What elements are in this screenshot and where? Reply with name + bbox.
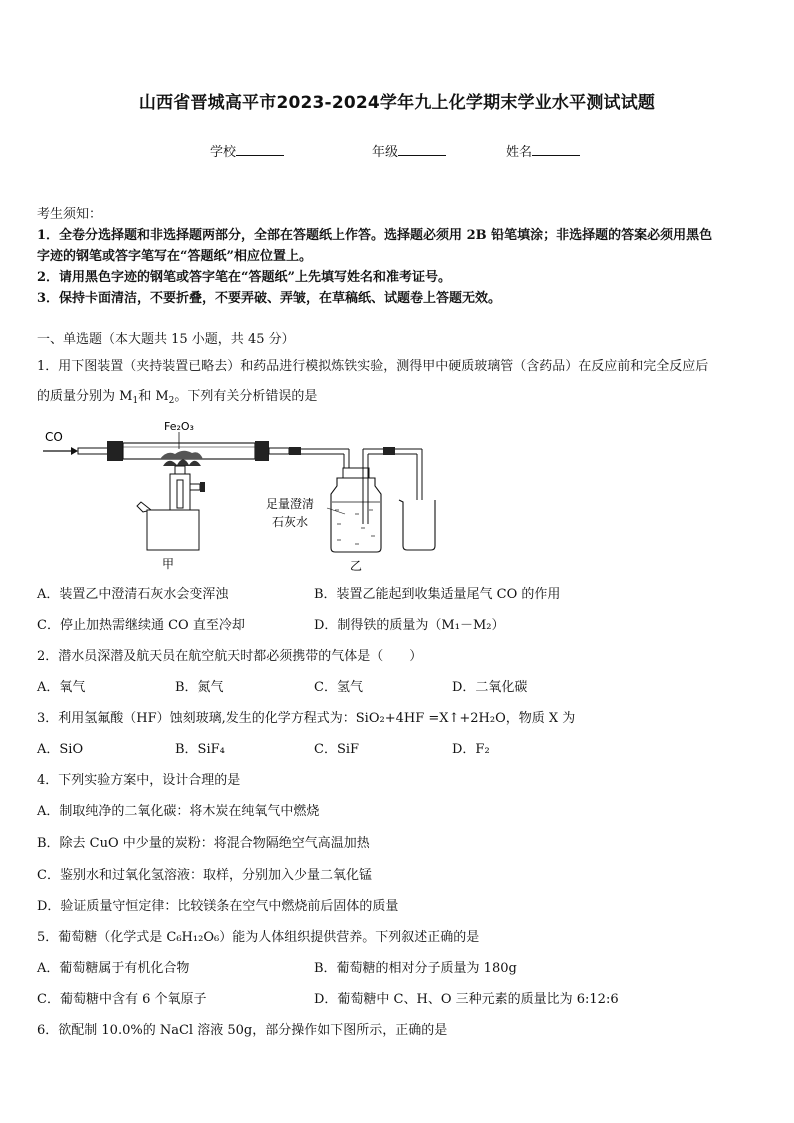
burner-base-icon: [147, 510, 199, 550]
q1-stem-b: 的质量分别为 $M_1$和 $M_2$。下列有关分析错误的是: [37, 389, 318, 406]
beaker-icon: [399, 500, 435, 550]
q1-stem-a: 1．用下图装置（夹持装置已略去）和药品进行模拟炼铁实验，测得甲中硬质玻璃管（含药品）在反应前和完全反应后: [37, 359, 709, 374]
q1-option-a[interactable]: A．装置乙中澄清石灰水会变浑浊: [37, 587, 229, 602]
q1-option-c[interactable]: C．停止加热需继续通 CO 直至冷却: [37, 618, 245, 633]
notice-item-2: 2．请用黑色字迹的钢笔或答字笔在“答题纸”上先填写姓名和准考证号。: [37, 270, 452, 285]
jia-label: 甲: [162, 557, 175, 571]
q1-option-b[interactable]: B．装置乙能起到收集适量尾气 CO 的作用: [314, 587, 561, 602]
q2-option-d[interactable]: D．二氧化碳: [452, 680, 528, 695]
q3-option-a[interactable]: A．SiO: [37, 742, 84, 757]
q4-option-a[interactable]: A．制取纯净的二氧化碳：将木炭在纯氧气中燃烧: [37, 804, 320, 819]
q5-option-b[interactable]: B．葡萄糖的相对分子质量为 180g: [314, 961, 517, 976]
yi-label: 乙: [350, 559, 363, 573]
q4-option-c[interactable]: C．鉴别水和过氧化氢溶液：取样，分别加入少量二氧化锰: [37, 868, 372, 883]
q2-option-b[interactable]: B．氮气: [175, 680, 224, 695]
school-field[interactable]: 学校: [210, 141, 284, 160]
gas-washing-bottle-icon: [331, 478, 381, 552]
page-title: 山西省晋城高平市2023-2024学年九上化学期末学业水平测试试题: [138, 93, 656, 113]
q5-option-a[interactable]: A．葡萄糖属于有机化合物: [37, 961, 190, 976]
q3-option-b[interactable]: B．SiF₄: [175, 742, 225, 757]
q5-option-c[interactable]: C．葡萄糖中含有 6 个氧原子: [37, 992, 207, 1007]
q2-option-a[interactable]: A．氧气: [37, 680, 86, 695]
student-info-row: [0, 141, 794, 161]
notice-item-1b: 字迹的钢笔或答字笔写在“答题纸”相应位置上。: [37, 249, 312, 264]
q3-stem: 3．利用氢氟酸（HF）蚀刻玻璃,发生的化学方程式为：SiO₂+4HF =X↑+2H₂O，物质 X 为: [37, 711, 576, 726]
q5-stem: 5．葡萄糖（化学式是 C₆H₁₂O₆）能为人体组织提供营养。下列叙述正确的是: [37, 930, 480, 945]
limewater-label-1: 足量澄清: [266, 497, 315, 511]
grade-field[interactable]: 年级: [372, 141, 446, 160]
fe2o3-label: Fe₂O₃: [164, 420, 194, 433]
q3-option-c[interactable]: C．SiF: [314, 742, 360, 757]
iron-smelting-apparatus-figure: [37, 418, 477, 573]
notice-item-1a: 1．全卷分选择题和非选择题两部分，全部在答题纸上作答。选择题必须用 2B 铅笔填涂；非选择题的答案必须用黑色: [37, 228, 713, 243]
co-label: CO: [45, 430, 63, 444]
q2-option-c[interactable]: C．氢气: [314, 680, 363, 695]
q5-option-d[interactable]: D．葡萄糖中 C、H、O 三种元素的质量比为 6:12:6: [314, 992, 619, 1007]
name-field[interactable]: 姓名: [506, 141, 580, 160]
limewater-label-2: 石灰水: [272, 515, 309, 529]
right-stopper-icon: [255, 441, 269, 461]
q1-option-d[interactable]: D．制得铁的质量为（M₁－M₂）: [314, 618, 505, 633]
section-heading: 一、单选题（本大题共 15 小题，共 45 分）: [37, 332, 295, 347]
q4-option-d[interactable]: D．验证质量守恒定律：比较镁条在空气中燃烧前后固体的质量: [37, 899, 399, 914]
q4-option-b[interactable]: B．除去 CuO 中少量的炭粉：将混合物隔绝空气高温加热: [37, 836, 370, 851]
left-stopper-icon: [107, 441, 123, 461]
q6-stem: 6．欲配制 10.0%的 NaCl 溶液 50g，部分操作如下图所示，正确的是: [37, 1023, 448, 1038]
q3-option-d[interactable]: D．F₂: [452, 742, 490, 757]
notice-heading: 考生须知：: [37, 207, 103, 222]
notice-item-3: 3．保持卡面清洁，不要折叠，不要弄破、弄皱，在草稿纸、试题卷上答题无效。: [37, 291, 502, 306]
q4-stem: 4．下列实验方案中，设计合理的是: [37, 773, 241, 788]
q2-stem: 2．潜水员深潜及航天员在航空航天时都必须携带的气体是（ ）: [37, 649, 423, 664]
